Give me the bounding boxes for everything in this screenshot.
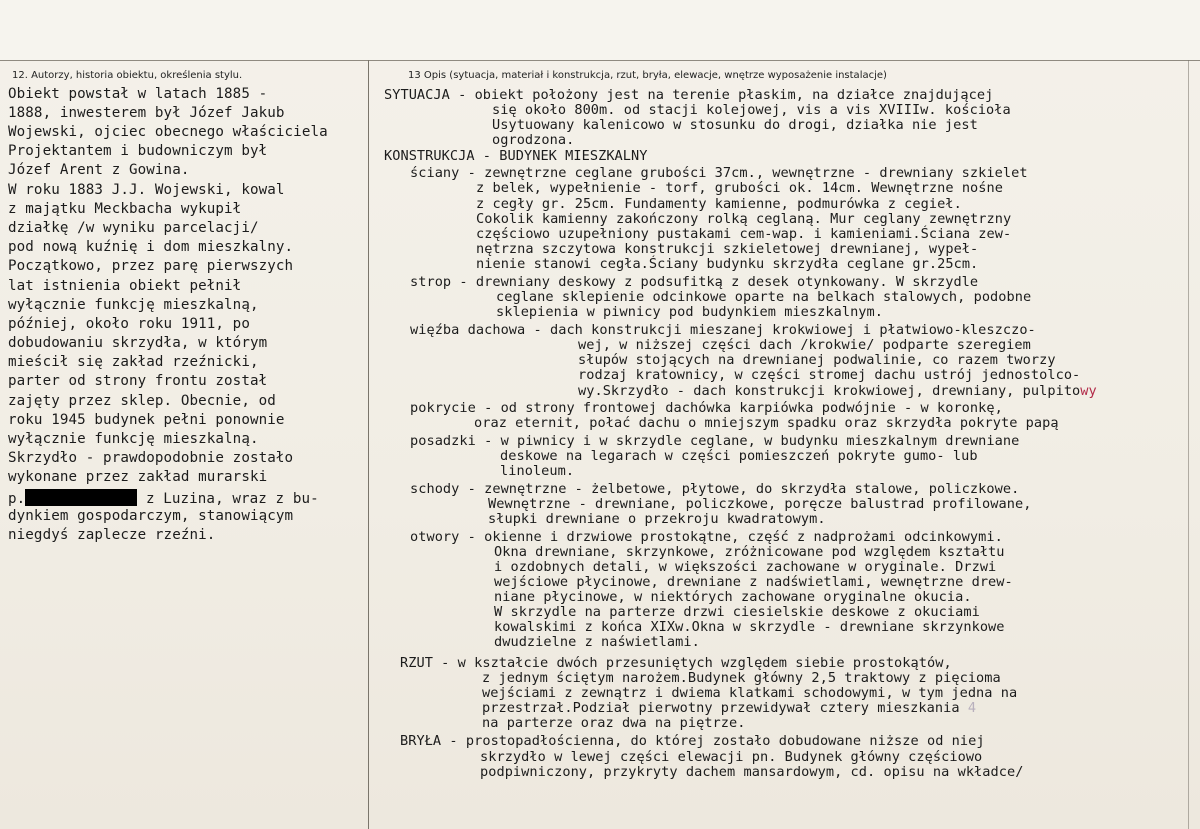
text-line: wyłącznie funkcję mieszkalną, [8,297,259,313]
text-line: posadzki - w piwnicy i w skrzydle ceglane, w budynku mieszkalnym drewniane [410,433,1020,449]
text-line: niane płycinowe, w niektórych zachowane oryginalne okucia. [494,589,972,605]
text-line: Okna drewniane, skrzynkowe, zróżnicowane pod względem kształtu [494,544,1005,560]
text-line: Obiekt powstał w latach 1885 - [8,86,268,102]
text-line: pokrycie - od strony frontowej dachówka karpiówka podwójnie - w koronkę, [410,400,1003,416]
text-line: podpiwniczony, przykryty dachem mansardowym, cd. opisu na wkładce/ [480,764,1024,780]
text-line: się około 800m. od stacji kolejowej, vis a vis XVIIIw. kościoła [492,102,1011,118]
text-line: słupki drewniane o przekroju kwadratowym. [488,511,826,527]
text-line: z belek, wypełnienie - torf, grubości ok. 14cm. Wewnętrzne nośne [476,180,1003,196]
text-line: 1888, inwesterem był Józef Jakub [8,105,285,121]
text-line: z jednym ściętym narożem.Budynek główny 2,5 traktowy z pięcioma [482,670,1001,686]
text-line: wejściowe płycinowe, drewniane z nadświetlami, wewnętrzne drew- [494,574,1013,590]
text-line: na parterze oraz dwa na piętrze. [482,715,746,731]
text-line: mieścił się zakład rzeźnicki, [8,354,259,370]
section-heading-right: 13 Opis (sytuacja, materiał i konstrukcja, rzut, bryła, elewacje, wnętrze wyposażenie instalacje) [408,70,887,81]
text-line: SYTUACJA - obiekt położony jest na terenie płaskim, na działce znajdującej [384,87,994,103]
text-line: W skrzydle na parterze drzwi ciesielskie deskowe z okuciami [494,604,980,620]
text-line: Usytuowany kalenicowo w stosunku do drogi, działka nie jest [492,117,978,133]
text-line: KONSTRUKCJA - BUDYNEK MIESZKALNY [384,148,648,164]
text-line: Cokolik kamienny zakończony rolką ceglaną. Mur ceglany zewnętrzny [476,211,1012,227]
text-line [578,385,1097,399]
text-line: Skrzydło - prawdopodobnie zostało [8,450,294,466]
section-heading-left: 12. Autorzy, historia obiektu, określenia stylu. [12,70,243,81]
text-fragment: p. [8,491,26,507]
text-fragment: wy.Skrzydło - dach konstrukcji krokwiowej, drewniany, pulpito [578,383,1081,399]
column-divider [368,60,369,829]
text-line: Początkowo, przez parę pierwszych [8,258,294,274]
text-line: wyłącznie funkcję mieszkalną. [8,431,259,447]
text-line: oraz eternit, połać dachu o mniejszym spadku oraz skrzydła pokryte papą [474,415,1059,431]
text-line: Wewnętrzne - drewniane, policzkowe, poręcze balustrad profilowane, [488,496,1032,512]
text-line: linoleum. [500,463,575,479]
text-fragment: przestrzał.Podział pierwotny przewidywał cztery mieszkania [482,700,960,716]
text-line: z cegły gr. 25cm. Fundamenty kamienne, podmurówka z cegieł. [476,196,962,212]
text-line [482,702,976,716]
text-line: BRYŁA - prostopadłościenna, do której zostało dobudowane niższe od niej [400,733,985,749]
text-line: roku 1945 budynek pełni ponownie [8,412,285,428]
typed-correction: wy [1080,383,1097,399]
top-rule [0,60,1200,61]
text-line: i ozdobnych detali, w większości zachowane w oryginale. Drzwi [494,559,997,575]
text-line-redacted [8,489,319,506]
text-line: Wojewski, ojciec obecnego właściciela [8,124,328,140]
text-line: Projektantem i budowniczym był [8,143,268,159]
text-line: więźba dachowa - dach konstrukcji mieszanej krokwiowej i płatwiowo-kleszczo- [410,322,1036,338]
text-line: lat istnienia obiekt pełnił [8,278,242,294]
text-line: z majątku Meckbacha wykupił [8,201,242,217]
text-line: deskowe na legarach w części pomieszczeń pokryte gumo- lub [500,448,978,464]
text-line: ściany - zewnętrzne ceglane grubości 37cm., wewnętrzne - drewniany szkielet [410,165,1028,181]
text-line: zajęty przez sklep. Obecnie, od [8,393,276,409]
text-line: później, około roku 1911, po [8,316,250,332]
pencil-mark: 4 [967,700,977,716]
text-line: Józef Arent z Gowina. [8,162,190,178]
text-line: strop - drewniany deskowy z podsufitką z desek otynkowany. W skrzydle [410,274,979,290]
text-line: nienie stanowi cegła.Ściany budynku skrzydła ceglane gr.25cm. [476,256,979,272]
text-line: ceglane sklepienie odcinkowe oparte na belkach stalowych, podobne [496,289,1032,305]
text-line: skrzydło w lewej części elewacji pn. Budynek główny częściowo [480,749,983,765]
text-line: częściowo uzupełniony pustakami cem-wap. i kamieniami.Ściana zew- [476,226,1012,242]
top-margin [0,0,1200,60]
text-line: W roku 1883 J.J. Wojewski, kowal [8,182,285,198]
text-line: sklepienia w piwnicy pod budynkiem mieszkalnym. [496,304,884,320]
text-line: wej, w niższej części dach /krokwie/ podparte szeregiem [578,337,1031,353]
text-line: wykonane przez zakład murarski [8,469,268,485]
right-border [1188,60,1189,829]
text-fragment: z Luzina, wraz z bu- [137,491,319,507]
text-line: działkę /w wyniku parcelacji/ [8,220,259,236]
text-line: ogrodzona. [492,132,575,148]
redaction-bar [25,489,137,506]
text-line: nętrzna szczytowa konstrukcji szkieletowej drewnianej, wypeł- [476,241,979,257]
text-line: rodzaj kratownicy, w części stromej dachu ustrój jednostolco- [578,367,1081,383]
text-line: schody - zewnętrzne - żelbetowe, płytowe, do skrzydła stalowe, policzkowe. [410,481,1020,497]
text-line: wejściami z zewnątrz i dwiema klatkami schodowymi, w tym jedna na [482,685,1018,701]
text-line: niegdyś zaplecze rzeźni. [8,527,216,543]
text-line: dwudzielne z naświetlami. [494,634,700,650]
text-line: słupów stojących na drewnianej podwalinie, co razem tworzy [578,352,1056,368]
text-line: kowalskimi z końca XIXw.Okna w skrzydle - drewniane skrzynkowe [494,619,1005,635]
text-line: dobudowaniu skrzydła, w którym [8,335,268,351]
text-line: dynkiem gospodarczym, stanowiącym [8,508,294,524]
text-line: RZUT - w kształcie dwóch przesuniętych względem siebie prostokątów, [400,655,952,671]
text-line: parter od strony frontu został [8,373,268,389]
text-line: pod nową kuźnię i dom mieszkalny. [8,239,294,255]
text-line: otwory - okienne i drzwiowe prostokątne, część z nadprożami odcinkowymi. [410,529,1003,545]
